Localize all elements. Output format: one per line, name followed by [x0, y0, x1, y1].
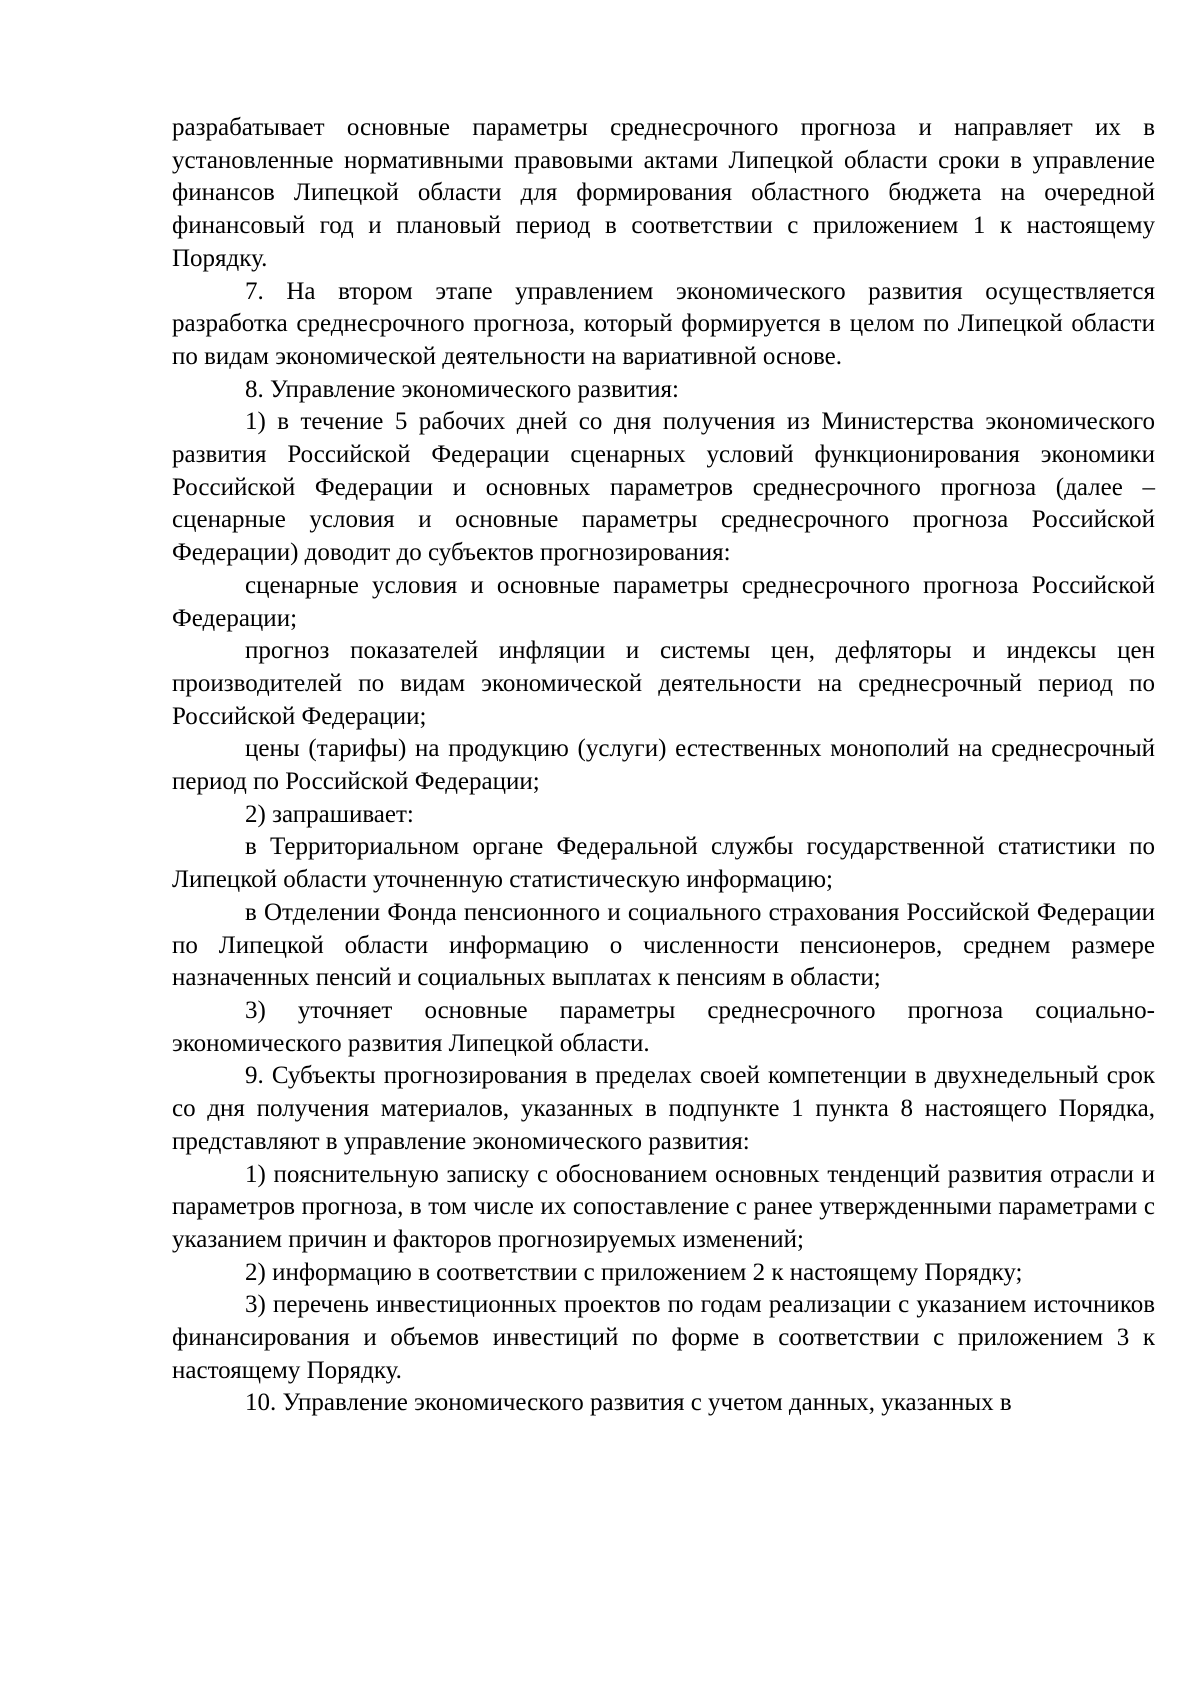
paragraph-item-8-1: 1) в течение 5 рабочих дней со дня получения из Министерства экономического развития Российской Федерации сценарных условий функционирования экономики Российской Федерации и основных параметров среднесрочного прогноза (далее – сценарные условия и основные параметры среднесрочного прогноза Российской Федерации) доводит до субъектов прогнозирования: — [172, 408, 1155, 567]
paragraph-item-10: 10. Управление экономического развития с учетом данных, указанных в — [245, 1389, 1012, 1417]
paragraph-item-9: 9. Субъекты прогнозирования в пределах своей компетенции в двухнедельный срок со дня получения материалов, указанных в подпункте 1 пункта 8 настоящего Порядка, представляют в управление экономического развития: — [172, 1062, 1155, 1155]
paragraph-item-7: 7. На втором этапе управлением экономического развития осуществляется разработка среднесрочного прогноза, который формируется в целом по Липецкой области по видам экономической деятельности на вариативной основе. — [172, 277, 1155, 370]
paragraph-item-8-2-b: в Отделении Фонда пенсионного и социального страхования Российской Федерации по Липецкой области информацию о численности пенсионеров, среднем размере назначенных пенсий и социальных выплатах к пенсиям в области; — [172, 898, 1155, 992]
paragraph-item-8-1-b: прогноз показателей инфляции и системы цен, дефляторы и индексы цен производителей по видам экономической деятельности на среднесрочный период по Российской Федерации; — [172, 637, 1155, 730]
paragraph-item-8-2: 2) запрашивает: — [245, 800, 414, 828]
paragraph-item-9-3: 3) перечень инвестиционных проектов по годам реализации с указанием источников финансирования и объемов инвестиций по форме в соответствии с приложением 3 к настоящему Порядку. — [172, 1291, 1155, 1384]
paragraph-item-8-3: 3) уточняет основные параметры среднесрочного прогноза социально-экономического развития Липецкой области. — [172, 996, 1155, 1057]
paragraph-item-8-2-a: в Территориальном органе Федеральной службы государственной статистики по Липецкой области уточненную статистическую информацию; — [172, 833, 1155, 894]
paragraph-item-9-2: 2) информацию в соответствии с приложением 2 к настоящему Порядку; — [245, 1258, 1023, 1286]
paragraph-item-8-1-a: сценарные условия и основные параметры среднесрочного прогноза Российской Федерации; — [172, 571, 1155, 632]
paragraph-item-9-1: 1) пояснительную записку с обоснованием основных тенденций развития отрасли и параметров прогноза, в том числе их сопоставление с ранее утвержденными параметрами с указанием причин и факторов прогнозируемых изменений; — [172, 1160, 1155, 1253]
paragraph-item-8-1-c: цены (тарифы) на продукцию (услуги) естественных монополий на среднесрочный период по Российской Федерации; — [172, 735, 1155, 796]
paragraph-continuation: разрабатывает основные параметры среднесрочного прогноза и направляет их в установленные нормативными правовыми актами Липецкой области сроки в управление финансов Липецкой области для формирования областного бюджета на очередной финансовый год и плановый период в соответствии с приложением 1 к настоящему Порядку. — [172, 114, 1155, 272]
document-page — [172, 112, 1155, 1420]
paragraph-item-8: 8. Управление экономического развития: — [245, 375, 679, 403]
